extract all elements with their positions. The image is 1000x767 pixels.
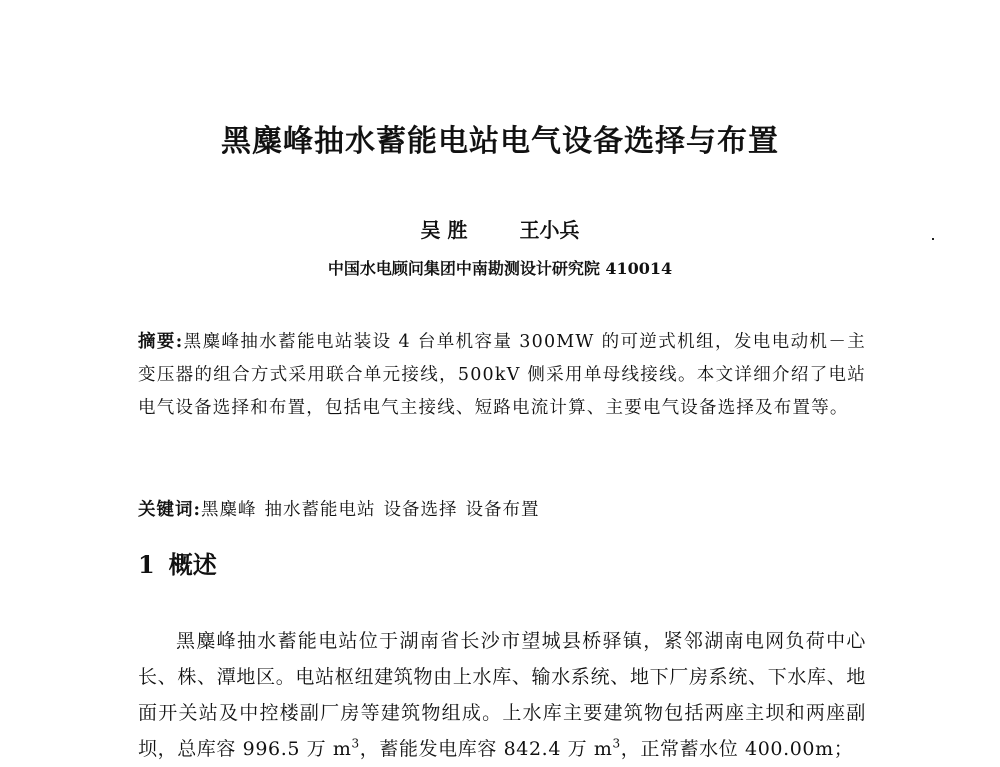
keywords: [138, 494, 866, 527]
body-paragraph: 黑麋峰抽水蓄能电站位于湖南省长沙市望城县桥驿镇，紧邻湖南电网负荷中心长、株、潭地区。电站枢纽建筑物由上水库、输水系统、地下厂房系统、下水库、地面开关站及中控楼副厂房等建筑物组成。上水库主要建筑物包括两座主坝和两座副坝，总库容 996.5 万 $m^3$，蓄能发电库容 842.4 万 $m^3$，正常蓄水位 400.00m；: [138, 630, 866, 760]
section-heading: [138, 545, 217, 580]
author-affiliation: 中国水电顾问集团中南勘测设计研究院 410014: [327, 259, 673, 278]
keyword: 黑麋峰: [200, 500, 257, 520]
abstract: [138, 326, 866, 425]
keyword: 设备选择: [383, 500, 458, 520]
author-line: [0, 214, 1000, 243]
paper-title: 黑麋峰抽水蓄能电站电气设备选择与布置: [221, 124, 779, 159]
keyword: 设备布置: [465, 500, 540, 520]
section-title: 概述: [168, 550, 217, 579]
author-name: 王小兵: [519, 218, 580, 242]
keyword: 抽水蓄能电站: [264, 500, 376, 520]
abstract-label: 摘要:: [138, 332, 184, 352]
abstract-text: 黑麋峰抽水蓄能电站装设 4 台单机容量 300MW 的可逆式机组，发电电动机－主变压器的组合方式采用联合单元接线，500kV 侧采用单母线接线。本文详细介绍了电站电气设备选择和布置，包括电气主接线、短路电流计算、主要电气设备选择及布置等。: [138, 332, 866, 418]
keywords-label: 关键词:: [138, 500, 201, 520]
section-number: 1: [138, 550, 155, 579]
author-name: 吴 胜: [420, 218, 468, 242]
scan-speck: [932, 238, 934, 240]
